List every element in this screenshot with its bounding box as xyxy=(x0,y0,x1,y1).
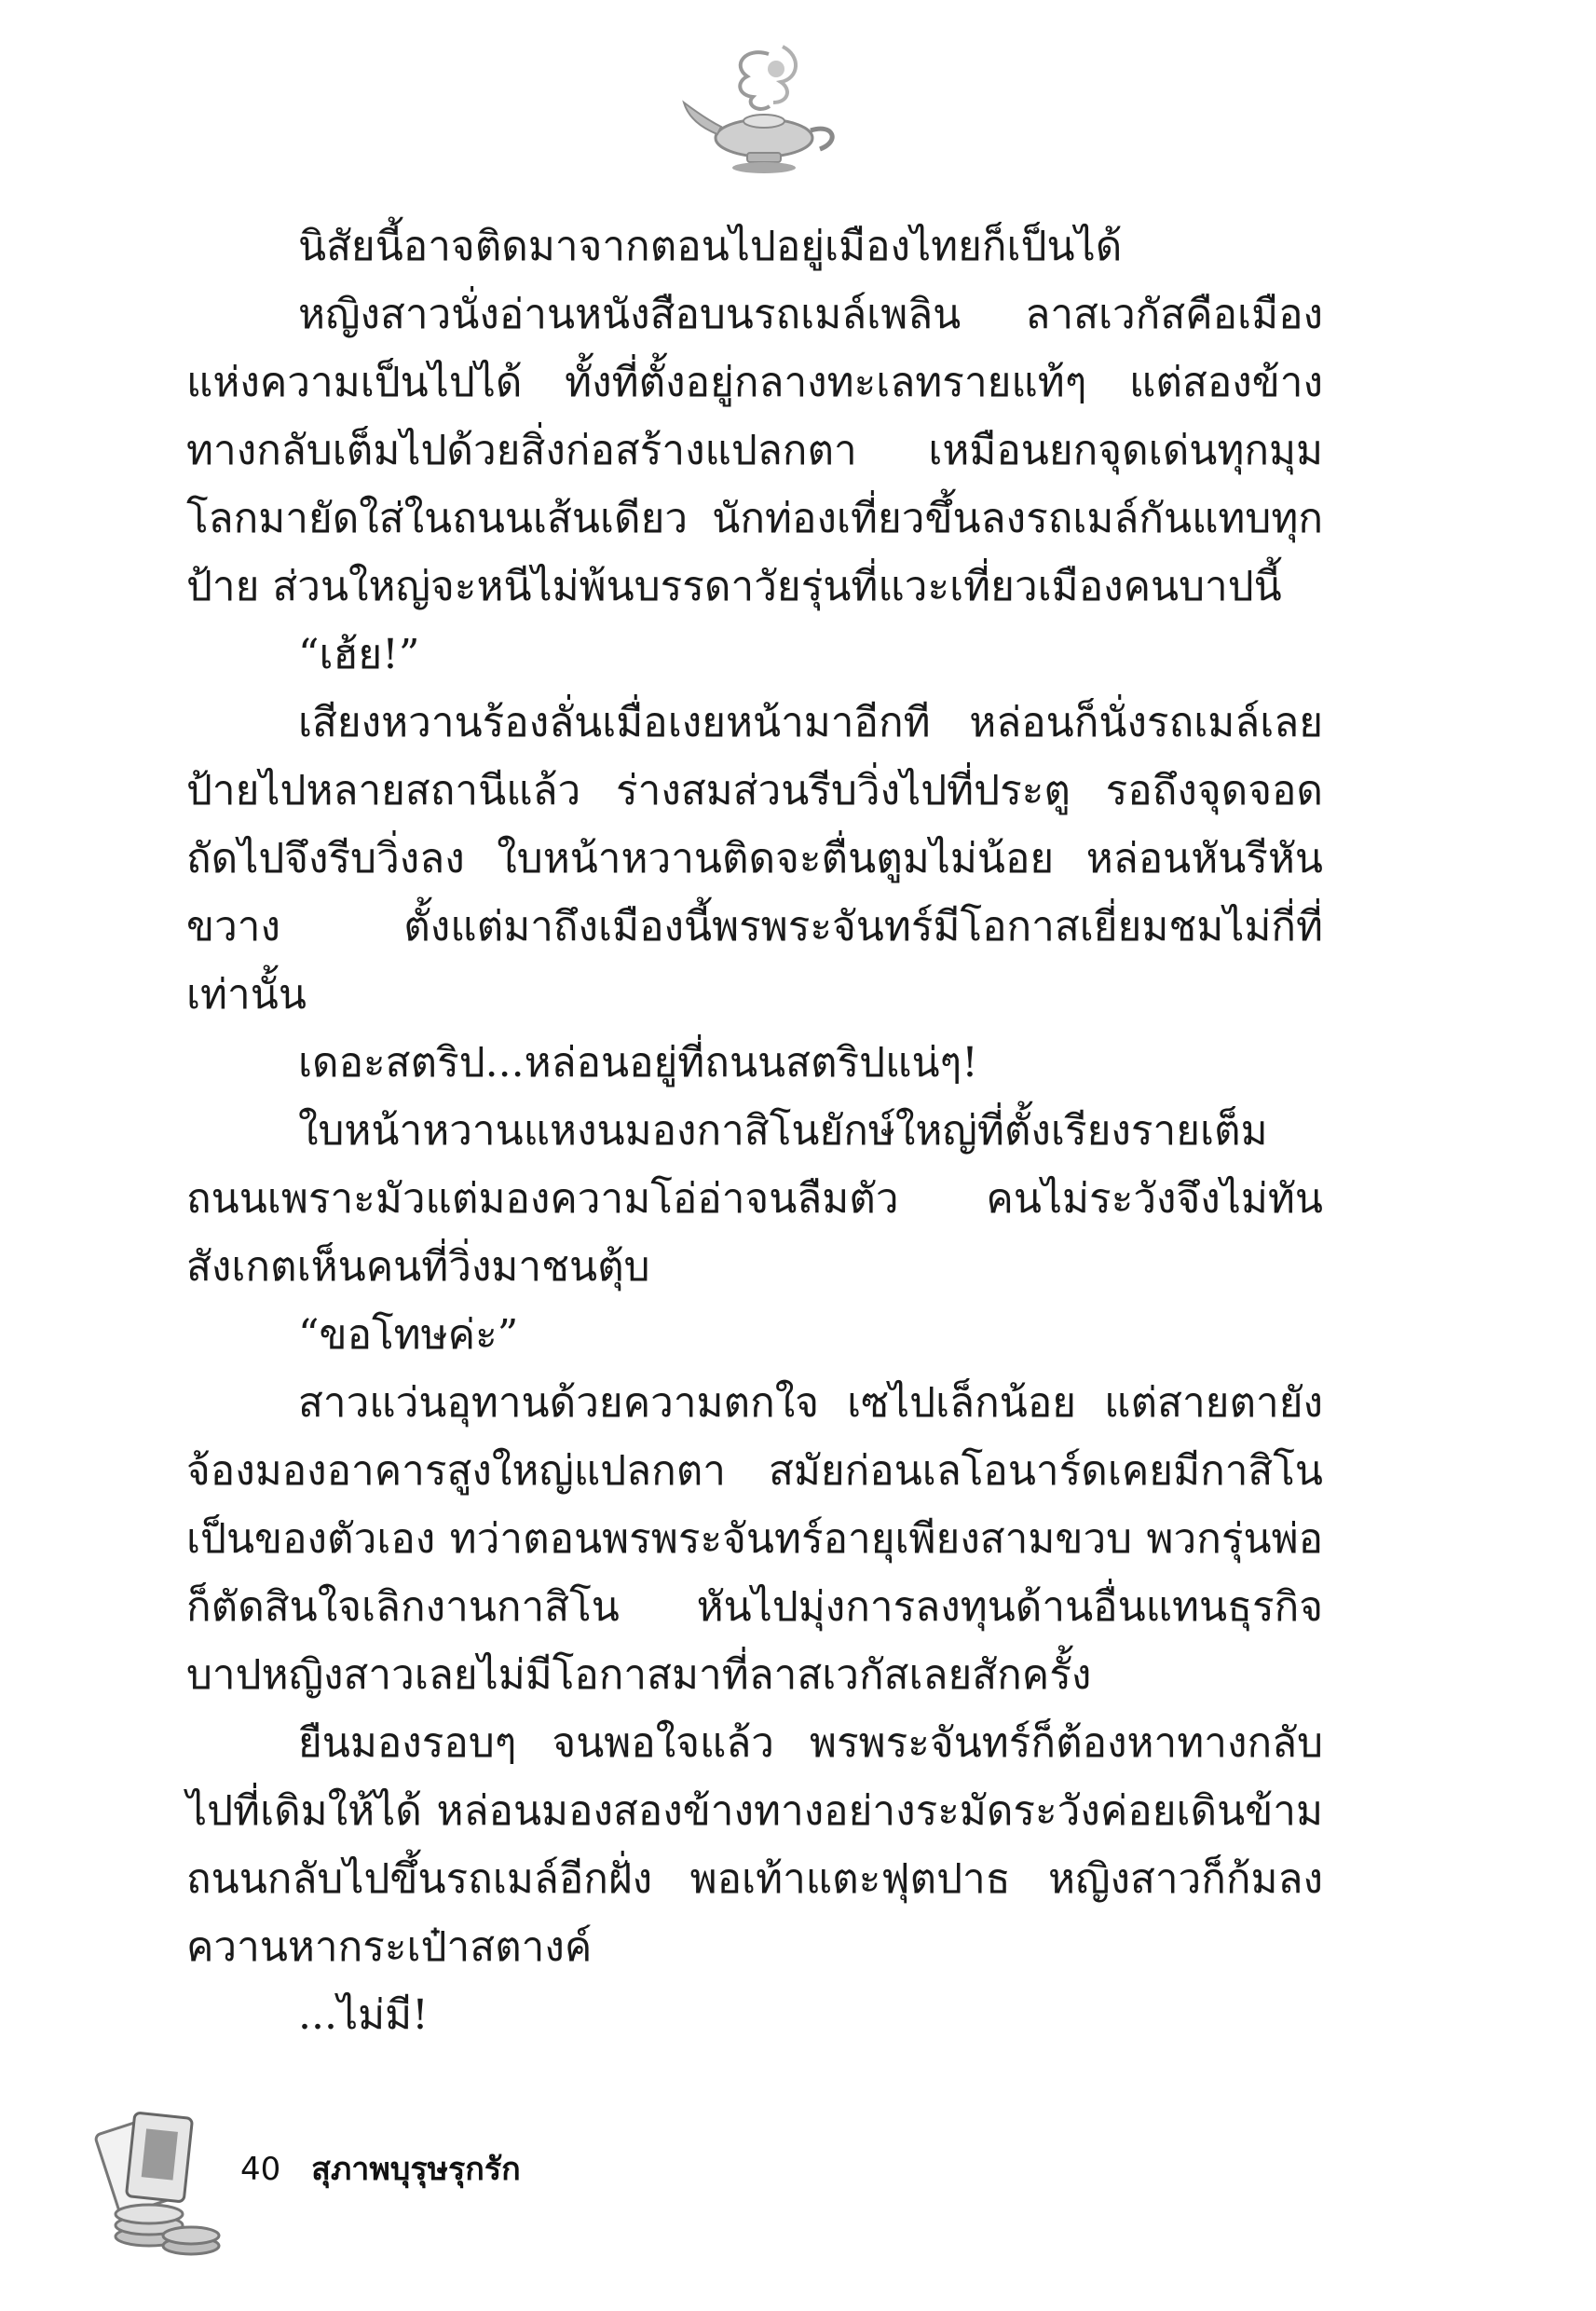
genie-lamp-icon xyxy=(680,37,848,177)
dialogue-line: “เฮ้ย!” xyxy=(298,631,420,678)
page-footer xyxy=(240,2143,521,2194)
paragraph: เสียงหวานร้องลั่นเมื่อเงยหน้ามาอีกที หล่อนก็นั่งรถเมล์เลยป้ายไปหลายสถานีแล้ว ร่างสมส่วนรีบวิ่งไปที่ประตู รอถึงจุดจอดถัดไปจึงรีบวิ่งลง ใบหน้าหวานติดจะตื่นตูมไม่น้อย หล่อนหันรีหันขวาง ตั้งแต่มาถึงเมืองนี้พรพระจันทร์มีโอกาสเยี่ยมชมไม่กี่ที่เท่านั้น xyxy=(186,699,1323,1019)
page-number: 40 xyxy=(240,2151,281,2188)
paragraph: ใบหน้าหวานแหงนมองกาสิโนยักษ์ใหญ่ที่ตั้งเรียงรายเต็มถนนเพราะมัวแต่มองความโอ่อ่าจนลืมตัว คนไม่ระวังจึงไม่ทันสังเกตเห็นคนที่วิ่งมาชนตุ้บ xyxy=(186,1107,1323,1291)
paragraph: ...ไม่มี! xyxy=(298,1991,429,2039)
book-title: สุภาพบุรุษรุกรัก xyxy=(311,2151,521,2188)
paragraph: นิสัยนี้อาจติดมาจากตอนไปอยู่เมืองไทยก็เป็นได้ xyxy=(298,223,1123,270)
dialogue-line: “ขอโทษค่ะ” xyxy=(298,1311,519,1359)
paragraph: ยืนมองรอบๆ จนพอใจแล้ว พรพระจันทร์ก็ต้องหาทางกลับไปที่เดิมให้ได้ หล่อนมองสองข้างทางอย่างระมัดระวังค่อยเดินข้ามถนนกลับไปขึ้นรถเมล์อีกฝั่ง พอเท้าแตะฟุตปาธ หญิงสาวก็ก้มลงควานหากระเป๋าสตางค์ xyxy=(186,1719,1323,1971)
paragraph: เดอะสตริป...หล่อนอยู่ที่ถนนสตริปแน่ๆ! xyxy=(298,1039,978,1087)
paragraph: หญิงสาวนั่งอ่านหนังสือบนรถเมล์เพลิน ลาสเวกัสคือเมืองแห่งความเป็นไปได้ ทั้งที่ตั้งอยู่กลางทะเลทรายแท้ๆ แต่สองข้างทางกลับเต็มไปด้วยสิ่งก่อสร้างแปลกตา เหมือนยกจุดเด่นทุกมุมโลกมายัดใส่ในถนนเส้นเดียว นักท่องเที่ยวขึ้นลงรถเมล์กันแทบทุกป้าย ส่วนใหญ่จะหนีไม่พ้นบรรดาวัยรุ่นที่แวะเที่ยวเมืองคนบาปนี้ xyxy=(186,291,1323,610)
cards-and-chips-icon xyxy=(93,2106,233,2264)
paragraph: สาวแว่นอุทานด้วยความตกใจ เซไปเล็กน้อย แต่สายตายังจ้องมองอาคารสูงใหญ่แปลกตา สมัยก่อนเลโอนาร์ดเคยมีกาสิโนเป็นของตัวเอง ทว่าตอนพรพระจันทร์อายุเพียงสามขวบ พวกรุ่นพ่อก็ตัดสินใจเลิกงานกาสิโน หันไปมุ่งการลงทุนด้านอื่นแทนธุรกิจบาปหญิงสาวเลยไม่มีโอกาสมาที่ลาสเวกัสเลยสักครั้ง xyxy=(186,1379,1323,1699)
body-text xyxy=(186,212,1323,2049)
